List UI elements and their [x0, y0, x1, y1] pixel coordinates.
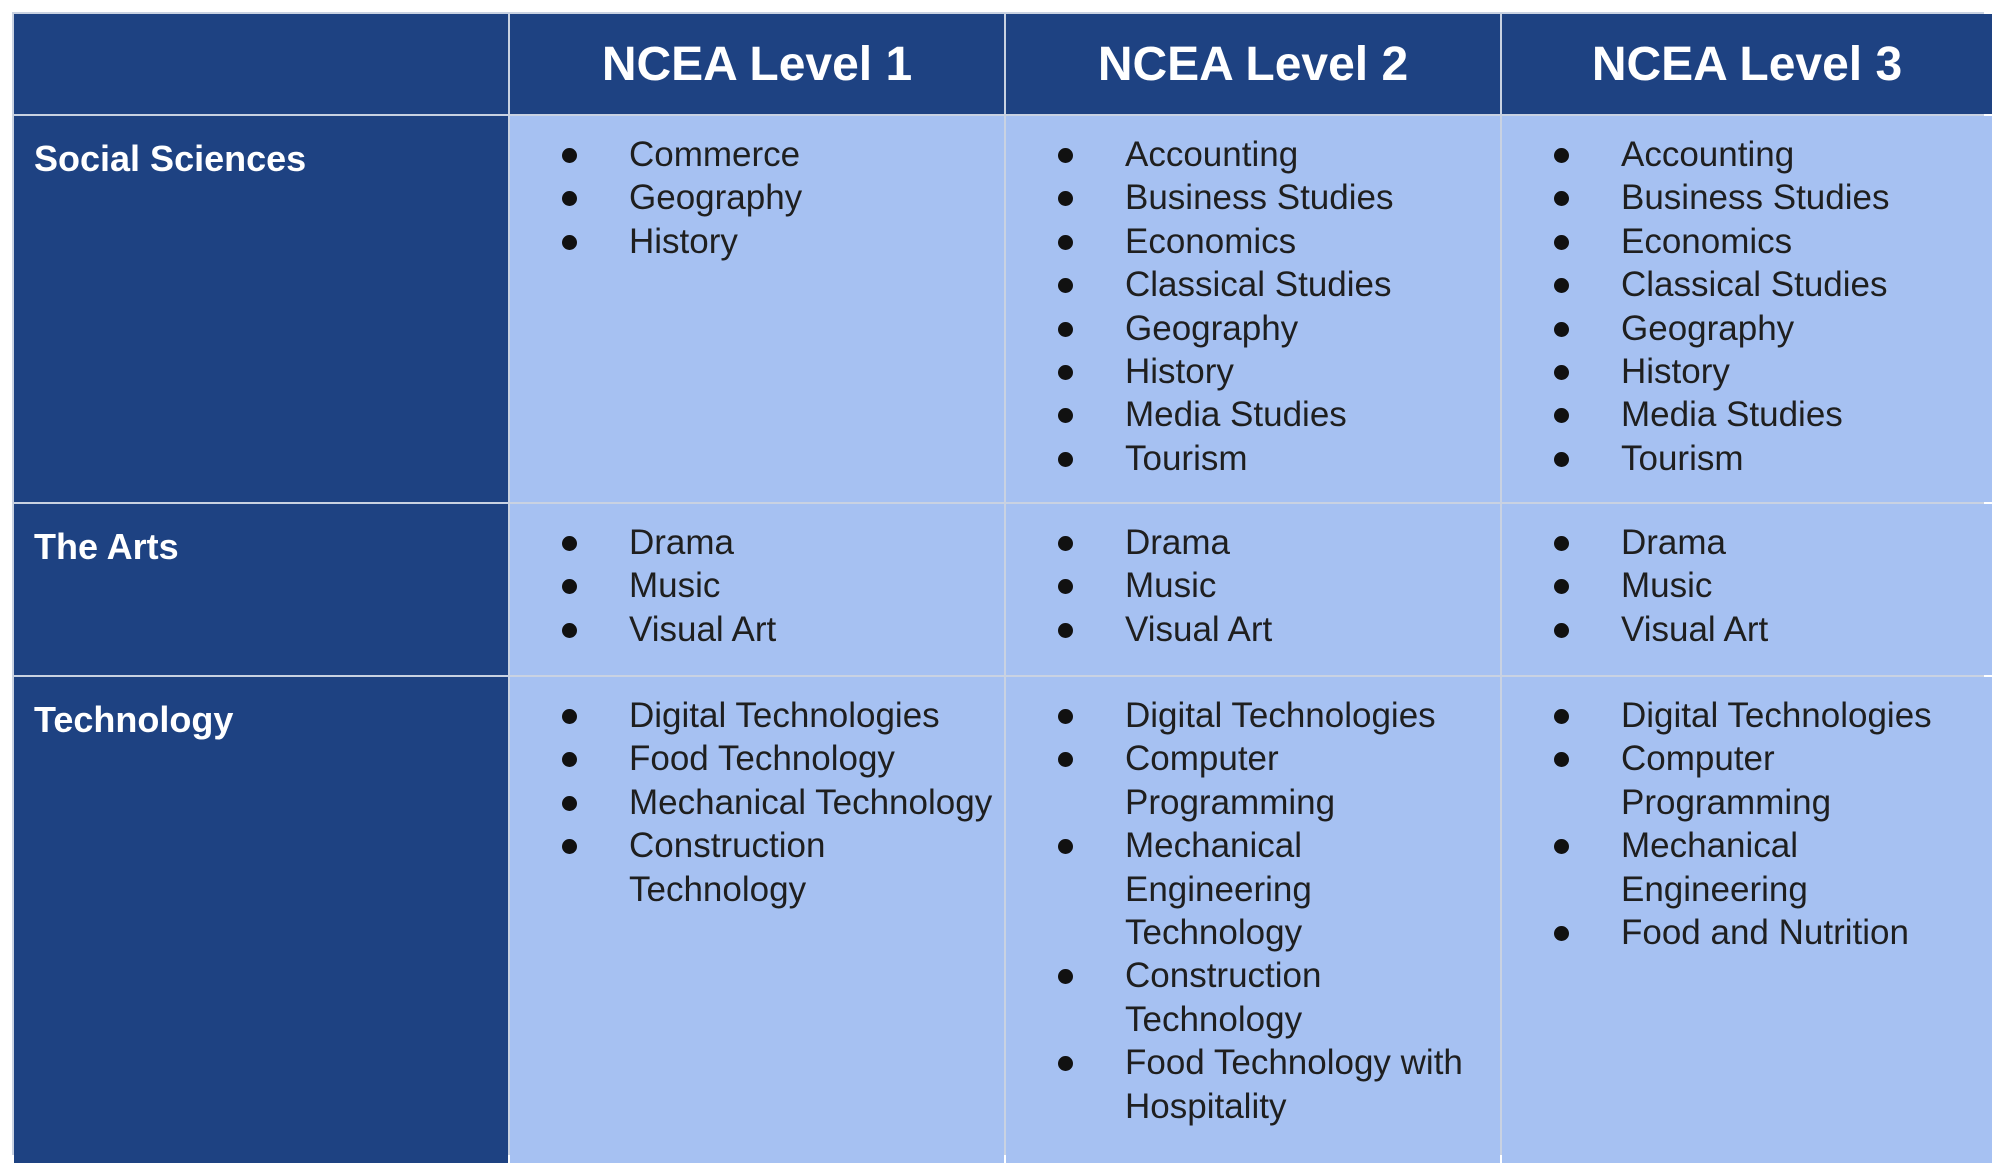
header-level-1: NCEA Level 1 — [510, 14, 1004, 114]
bullet-icon — [1058, 623, 1073, 638]
subject-label: Mechanical Engineering Technology — [1125, 826, 1312, 953]
header-level-3: NCEA Level 3 — [1502, 14, 1992, 114]
list-item — [1006, 521, 1500, 564]
bullet-icon — [1058, 408, 1073, 423]
list-item — [1502, 393, 1992, 436]
list-item — [1006, 954, 1500, 1041]
subject-label: Economics — [1621, 221, 1793, 261]
bullet-icon — [562, 579, 577, 594]
subject-list — [1006, 521, 1500, 651]
subject-label: Visual Art — [1621, 609, 1769, 649]
list-item — [1006, 263, 1500, 306]
subject-label: Visual Art — [1125, 609, 1273, 649]
bullet-icon — [1058, 709, 1073, 724]
subject-label: Commerce — [629, 135, 801, 174]
bullet-icon — [1058, 579, 1073, 594]
subject-label: Drama — [629, 523, 735, 562]
subject-label: Music — [1621, 566, 1713, 606]
subject-label: Tourism — [1125, 438, 1248, 478]
subject-label: Business Studies — [1621, 178, 1890, 218]
row-header-technology: Technology — [14, 677, 508, 1163]
list-item — [1502, 694, 1992, 737]
bullet-icon — [1554, 235, 1569, 250]
list-item — [1502, 176, 1992, 219]
subject-label: Drama — [1125, 523, 1231, 562]
subject-label: Construction Technology — [629, 826, 826, 909]
corner-cell — [14, 14, 508, 114]
subject-list — [1502, 694, 1992, 954]
subject-label: Digital Technologies — [629, 696, 940, 735]
list-item — [1502, 437, 1992, 480]
bullet-icon — [1554, 579, 1569, 594]
list-item — [510, 694, 1004, 737]
bullet-icon — [1058, 1056, 1073, 1071]
list-item — [510, 133, 1004, 176]
bullet-icon — [1554, 322, 1569, 337]
subject-label: Food Technology with Hospitality — [1125, 1043, 1463, 1126]
bullet-icon — [1058, 969, 1073, 984]
bullet-icon — [562, 191, 577, 206]
subject-label: Computer Programming — [1125, 739, 1336, 822]
subject-label: Media Studies — [1125, 395, 1347, 435]
row-header-the-arts: The Arts — [14, 504, 508, 675]
subject-list — [510, 133, 1004, 263]
subject-label: Digital Technologies — [1621, 696, 1932, 735]
subject-label: Accounting — [1125, 135, 1299, 174]
subject-label: Digital Technologies — [1125, 696, 1436, 735]
list-item — [510, 781, 1004, 824]
bullet-icon — [562, 839, 577, 854]
bullet-icon — [1058, 191, 1073, 206]
list-item — [1502, 564, 1992, 607]
cell-technology-level-1 — [510, 677, 1004, 1163]
bullet-icon — [562, 148, 577, 163]
bullet-icon — [1554, 408, 1569, 423]
list-item — [1502, 521, 1992, 564]
subject-label: Mechanical Engineering — [1621, 826, 1808, 909]
subject-label: Construction Technology — [1125, 956, 1322, 1039]
subject-label: Drama — [1621, 523, 1727, 562]
bullet-icon — [1058, 278, 1073, 293]
list-item — [1502, 350, 1992, 393]
list-item — [1006, 694, 1500, 737]
subject-label: Business Studies — [1125, 178, 1394, 218]
bullet-icon — [1058, 839, 1073, 854]
cell-technology-level-3 — [1502, 677, 1992, 1163]
list-item — [1006, 307, 1500, 350]
list-item — [1502, 133, 1992, 176]
list-item — [1502, 737, 1992, 824]
subject-label: Food Technology — [629, 739, 895, 779]
list-item — [1502, 608, 1992, 651]
subject-label: Music — [1125, 566, 1217, 606]
list-item — [510, 176, 1004, 219]
bullet-icon — [1058, 148, 1073, 163]
subject-list — [1502, 521, 1992, 651]
cell-social-sciences-level-1 — [510, 116, 1004, 502]
list-item — [1006, 608, 1500, 651]
list-item — [510, 608, 1004, 651]
subject-label: Classical Studies — [1621, 265, 1888, 305]
subject-label: Geography — [1125, 308, 1299, 348]
cell-social-sciences-level-2 — [1006, 116, 1500, 502]
list-item — [1006, 350, 1500, 393]
bullet-icon — [1058, 452, 1073, 467]
bullet-icon — [562, 752, 577, 767]
list-item — [1502, 911, 1992, 954]
list-item — [510, 737, 1004, 780]
bullet-icon — [1554, 536, 1569, 551]
subject-label: Computer Programming — [1621, 739, 1832, 822]
bullet-icon — [1554, 623, 1569, 638]
bullet-icon — [1554, 839, 1569, 854]
subject-list — [1006, 133, 1500, 480]
subject-label: History — [1125, 352, 1234, 392]
list-item — [1006, 220, 1500, 263]
bullet-icon — [1058, 536, 1073, 551]
bullet-icon — [562, 235, 577, 250]
cell-the-arts-level-1 — [510, 504, 1004, 675]
bullet-icon — [1554, 365, 1569, 380]
cell-the-arts-level-3 — [1502, 504, 1992, 675]
bullet-icon — [1554, 191, 1569, 206]
list-item — [510, 521, 1004, 564]
list-item — [510, 824, 1004, 911]
bullet-icon — [1058, 322, 1073, 337]
list-item — [1006, 737, 1500, 824]
list-item — [1502, 263, 1992, 306]
list-item — [1006, 393, 1500, 436]
subject-label: Food and Nutrition — [1621, 913, 1909, 953]
bullet-icon — [562, 709, 577, 724]
subject-label: History — [1621, 352, 1730, 392]
header-level-2: NCEA Level 2 — [1006, 14, 1500, 114]
list-item — [1006, 437, 1500, 480]
subject-label: Media Studies — [1621, 395, 1843, 435]
bullet-icon — [1058, 752, 1073, 767]
subject-list — [1006, 694, 1500, 1128]
subject-label: Mechanical Technology — [629, 782, 993, 822]
bullet-icon — [1554, 148, 1569, 163]
list-item — [1006, 133, 1500, 176]
list-item — [510, 564, 1004, 607]
subject-list — [510, 694, 1004, 911]
cell-technology-level-2 — [1006, 677, 1500, 1163]
list-item — [510, 220, 1004, 263]
list-item — [1006, 824, 1500, 954]
cell-the-arts-level-2 — [1006, 504, 1500, 675]
subject-label: Classical Studies — [1125, 265, 1392, 305]
bullet-icon — [1554, 752, 1569, 767]
bullet-icon — [1058, 235, 1073, 250]
bullet-icon — [1554, 709, 1569, 724]
bullet-icon — [1554, 926, 1569, 941]
list-item — [1502, 220, 1992, 263]
subject-label: Music — [629, 566, 721, 606]
subject-label: History — [629, 221, 738, 261]
ncea-subjects-table — [12, 12, 1984, 1155]
subject-label: Geography — [1621, 308, 1795, 348]
bullet-icon — [562, 536, 577, 551]
list-item — [1006, 1041, 1500, 1128]
cell-social-sciences-level-3 — [1502, 116, 1992, 502]
subject-list — [1502, 133, 1992, 480]
subject-label: Economics — [1125, 221, 1297, 261]
list-item — [1006, 564, 1500, 607]
subject-label: Visual Art — [629, 609, 777, 649]
list-item — [1006, 176, 1500, 219]
subject-label: Geography — [629, 178, 803, 218]
list-item — [1502, 307, 1992, 350]
bullet-icon — [1058, 365, 1073, 380]
subject-list — [510, 521, 1004, 651]
list-item — [1502, 824, 1992, 911]
bullet-icon — [1554, 452, 1569, 467]
row-header-social-sciences: Social Sciences — [14, 116, 508, 502]
bullet-icon — [562, 796, 577, 811]
subject-label: Accounting — [1621, 135, 1795, 174]
bullet-icon — [562, 623, 577, 638]
subject-label: Tourism — [1621, 438, 1744, 478]
bullet-icon — [1554, 278, 1569, 293]
